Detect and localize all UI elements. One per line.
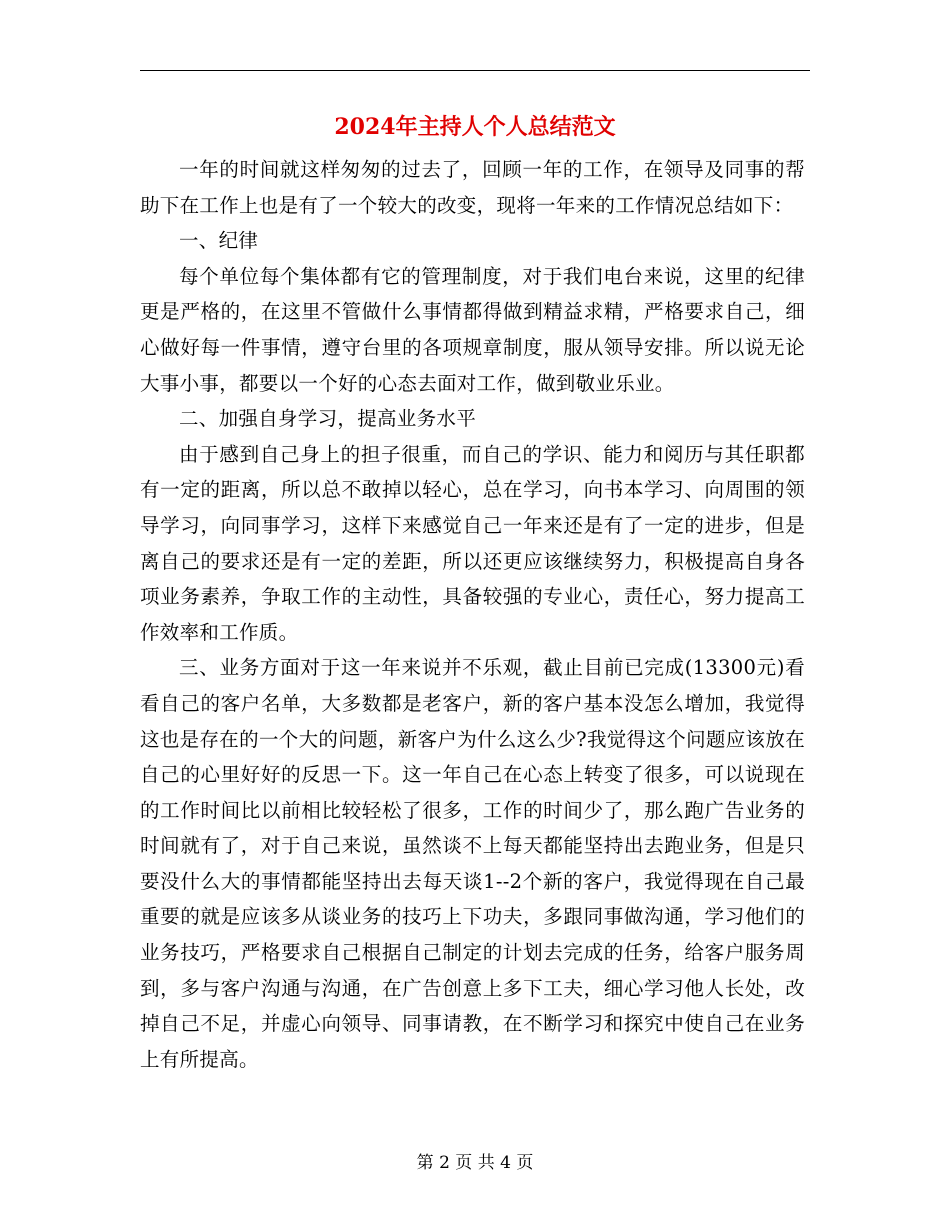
document-body: [140, 152, 805, 1077]
section-heading-study: 二、加强自身学习，提高业务水平: [179, 407, 477, 431]
paragraph-intro: 一年的时间就这样匆匆的过去了，回顾一年的工作，在领导及同事的帮助下在工作上也是有了一个较大的改变，现将一年来的工作情况总结如下：: [140, 158, 805, 217]
paragraph-discipline: 每个单位每个集体都有它的管理制度，对于我们电台来说，这里的纪律更是严格的，在这里不管做什么事情都得做到精益求精，严格要求自己，细心做好每一件事情，遵守台里的各项规章制度，服从领导安排。所以说无论大事小事，都要以一个好的心态去面对工作，做到敬业乐业。: [140, 264, 805, 395]
section-heading-discipline: 一、纪律: [179, 229, 259, 253]
page-footer: 第 2 页 共 4 页: [416, 1153, 534, 1173]
header-rule: [140, 70, 810, 71]
document-title: 2024年主持人个人总结范文: [334, 114, 616, 140]
paragraph-business: 三、业务方面对于这一年来说并不乐观，截止目前已完成(13300元)看看自己的客户名单，大多数都是老客户，新的客户基本没怎么增加，我觉得这也是存在的一个大的问题，新客户为什么这么少?我觉得这个问题应该放在自己的心里好好的反思一下。这一年自己在心态上转变了很多，可以说现在的工作时间比以前相比较轻松了很多，工作的时间少了，那么跑广告业务的时间就有了，对于自己来说，虽然谈不上每天都能坚持出去跑业务，但是只要没什么大的事情都能坚持出去每天谈1--2个新的客户，我觉得现在自己最重要的就是应该多从谈业务的技巧上下功夫，多跟同事做沟通，学习他们的业务技巧，严格要求自己根据自己制定的计划去完成的任务，给客户服务周到，多与客户沟通与沟通，在广告创意上多下工夫，细心学习他人长处，改掉自己不足，并虚心向领导、同事请教，在不断学习和探究中使自己在业务上有所提高。: [140, 656, 805, 1071]
paragraph-study: 由于感到自己身上的担子很重，而自己的学识、能力和阅历与其任职都有一定的距离，所以总不敢掉以轻心，总在学习，向书本学习、向周围的领导学习，向同事学习，这样下来感觉自己一年来还是有了一定的进步，但是离自己的要求还是有一定的差距，所以还更应该继续努力，积极提高自身各项业务素养，争取工作的主动性，具备较强的专业心，责任心，努力提高工作效率和工作质。: [140, 442, 805, 644]
